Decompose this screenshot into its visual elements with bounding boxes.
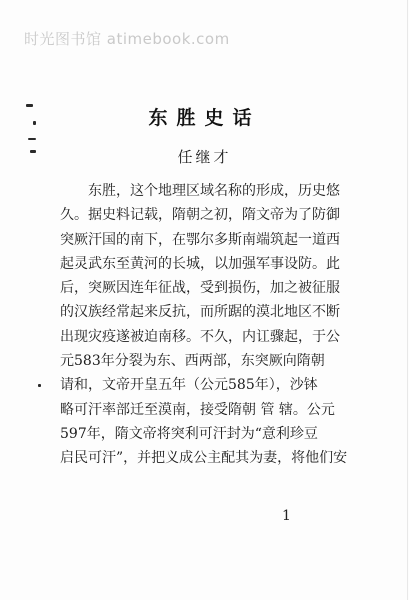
- page-title: 东胜史话: [148, 107, 261, 129]
- author-name: 任继才: [177, 148, 232, 166]
- text-line: 启民可汗”，并把义成公主配其为妻，将他们安: [60, 450, 348, 467]
- margin-mark: [38, 384, 41, 387]
- text-line: 出现灾疫遂被迫南移。不久，内讧骤起，于公: [60, 328, 340, 345]
- text-line: 起灵武东至黄河的长城，以加强军事设防。此: [60, 255, 340, 272]
- text-line: 请和，文帝开皇五年（公元585年），沙钵: [60, 377, 318, 394]
- page-number: 1: [282, 508, 291, 524]
- text-line: 突厥汗国的南下，在鄂尔多斯南端筑起一道西: [60, 231, 340, 248]
- text-line: 的汉族经常起来反抗，而所踞的漠北地区不断: [60, 304, 340, 321]
- text-line: 东胜，这个地理区域名称的形成，历史悠: [88, 183, 340, 199]
- margin-mark: [28, 138, 36, 140]
- text-line: 597年，隋文帝将突利可汗封为“意利珍豆: [60, 425, 318, 442]
- body-text: [60, 179, 372, 471]
- text-line: 略可汗率部迁至漠南，接受隋朝 管 辖。公元: [60, 401, 335, 418]
- watermark: 时光图书馆 atimebook.com: [24, 30, 230, 48]
- text-line: 元583年分裂为东、西两部，东突厥向隋朝: [60, 353, 325, 370]
- text-line: 久。据史料记载，隋朝之初，隋文帝为了防御: [60, 207, 340, 224]
- text-line: 后，突厥因连年征战，受到损伤，加之被征服: [60, 280, 340, 297]
- page-edge: [407, 0, 408, 600]
